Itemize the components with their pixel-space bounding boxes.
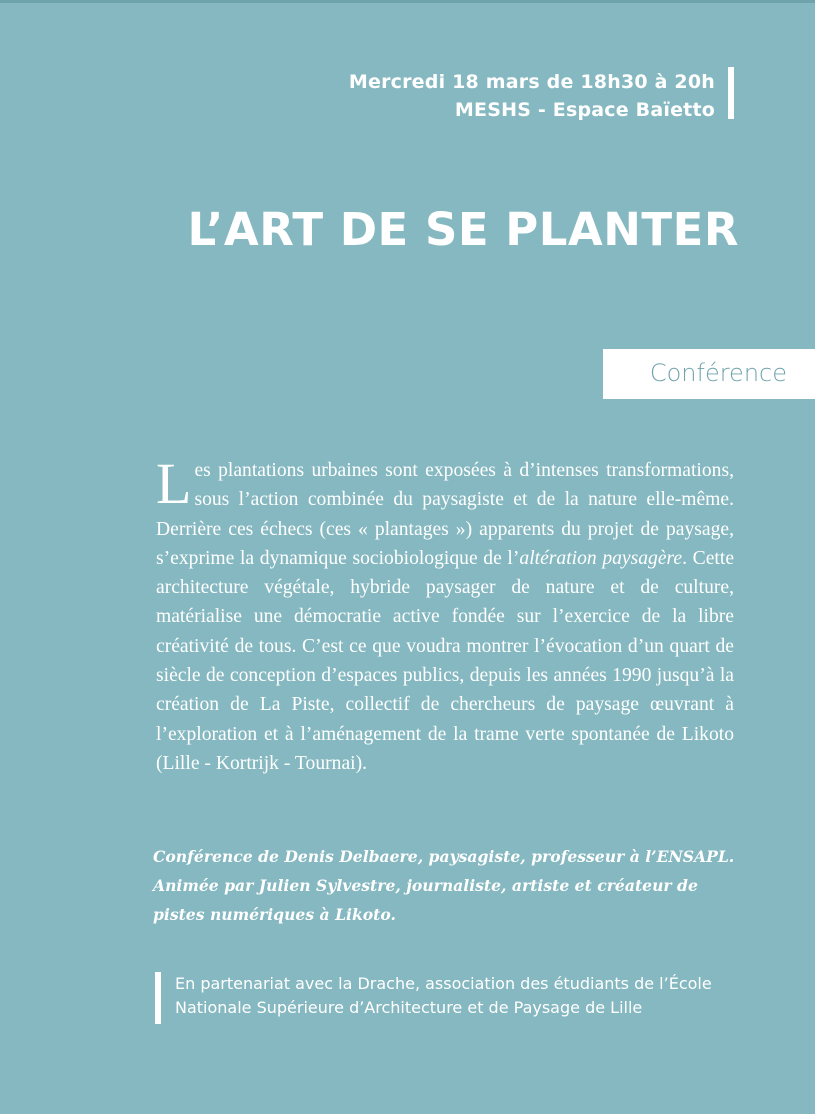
description-text-end: . Cette architecture végétale, hybride paysager de nature et de culture, matérialise une démocratie active fondée sur l’exercice de la libre créativité de tous. C’est ce que voudra montrer l’évocation d’un quart de siècle de conception d’espaces publics, depuis les années 1990 jusqu’à la création de La Piste, collectif de chercheurs de paysage œuvrant à l’exploration et à l’aménagement de la trame verte spontanée de Likoto (Lille - Kortrijk - Tournai). — [156, 547, 735, 774]
drop-cap: L — [156, 451, 192, 516]
event-date: Mercredi 18 mars de 18h30 à 20h — [348, 71, 715, 93]
credits-line: Animée par Julien Sylvestre, journaliste, artiste et créateur de — [153, 876, 698, 895]
page-title: L’ART DE SE PLANTER — [187, 203, 739, 256]
description-paragraph — [156, 451, 735, 778]
description-text-start: es plantations urbaines sont exposées à d’intenses transformations, sous l’action combinée du paysagiste et de la nature elle-même. Derrière ces échecs (ces « plantages ») apparents du projet de paysage, s’exprime la dynamique sociobiologique de l’ — [156, 460, 734, 569]
event-venue: MESHS - Espace Baïetto — [454, 99, 715, 121]
credits-line: Conférence de Denis Delbaere, paysagiste, professeur à l’ENSAPL. — [153, 847, 735, 866]
event-info-accent-bar — [728, 67, 734, 119]
top-border — [0, 0, 815, 3]
partnership-line: En partenariat avec la Drache, association des étudiants de l’École — [175, 974, 712, 993]
speaker-credits — [153, 842, 738, 929]
category-tag — [603, 349, 815, 399]
credits-line: pistes numériques à Likoto. — [153, 905, 396, 924]
partnership-line: Nationale Supérieure d’Architecture et de Paysage de Lille — [175, 998, 643, 1017]
description-emphasis: altération paysagère — [519, 547, 683, 569]
category-tag-label: Conférence — [649, 359, 787, 387]
partnership-accent-bar — [155, 972, 161, 1024]
event-info — [349, 68, 715, 124]
partnership-note — [175, 972, 735, 1020]
